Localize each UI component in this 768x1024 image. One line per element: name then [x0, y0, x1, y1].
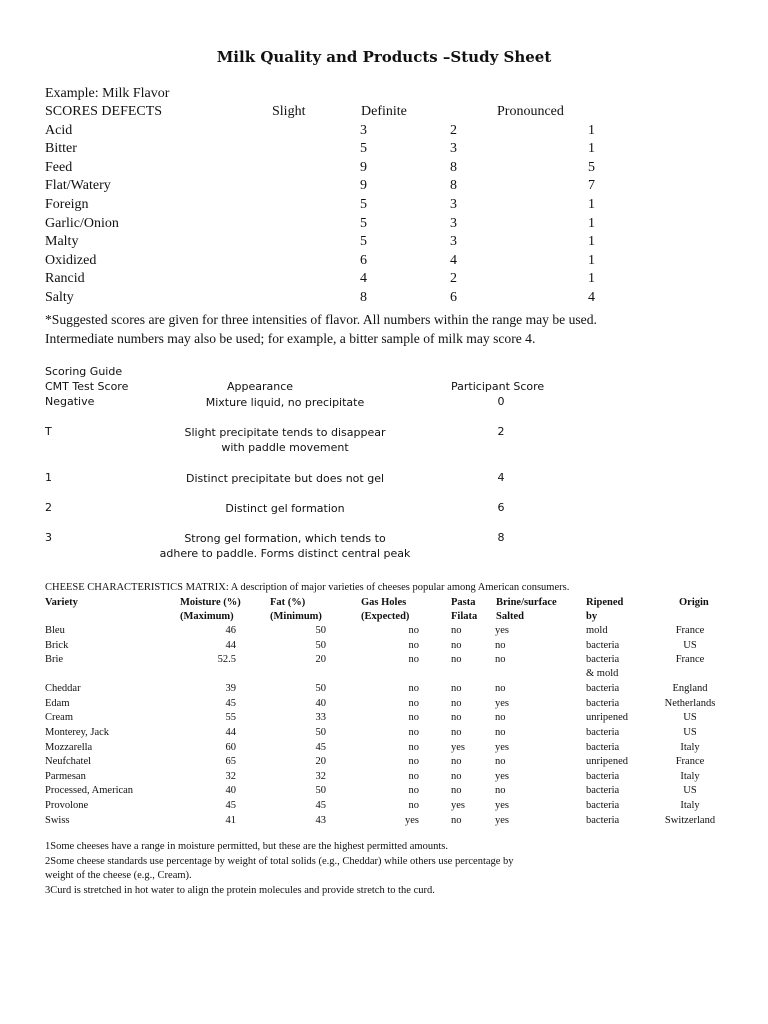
flavor-score-definite: 2	[450, 122, 457, 138]
cheese-ripened-by	[586, 697, 619, 711]
flavor-score-definite: 4	[450, 252, 457, 268]
cheese-fat: 20	[315, 756, 326, 768]
cheese-gas-holes: no	[408, 712, 419, 724]
flavor-defect-name: Oxidized	[45, 252, 97, 268]
cheese-variety: Provolone	[45, 799, 89, 811]
flavor-section	[45, 84, 645, 348]
flavor-score-pronounced: 1	[588, 271, 595, 287]
cheese-brine-salted: no	[495, 639, 506, 651]
cheese-row	[45, 624, 735, 639]
flavor-defect-name: Acid	[45, 122, 73, 138]
cheese-gas-holes: no	[408, 741, 419, 753]
cheese-fat: 43	[315, 814, 326, 826]
cheese-variety: Edam	[45, 697, 70, 709]
flavor-defect-name: Flat/Watery	[45, 178, 111, 194]
flavor-row	[45, 233, 645, 252]
cheese-pasta-filata: yes	[451, 741, 465, 753]
cheese-brine-salted: no	[495, 712, 506, 724]
flavor-defect-name: Malty	[45, 234, 79, 250]
flavor-defect-name: Foreign	[45, 196, 89, 212]
cmt-appearance	[155, 531, 415, 561]
cheese-variety: Brie	[45, 654, 64, 666]
cmt-score: Negative	[45, 395, 95, 408]
cheese-ripened-line: bacteria	[586, 741, 620, 753]
cheese-ripened-line: bacteria	[586, 770, 620, 782]
cheese-fat: 33	[315, 712, 326, 724]
flavor-score-slight: 4	[360, 271, 367, 287]
cheese-gas-holes: no	[408, 654, 419, 666]
cheese-moisture: 60	[225, 741, 236, 753]
flavor-score-definite: 3	[450, 196, 457, 212]
header-fat-sub: (Minimum)	[270, 611, 322, 622]
cheese-pasta-filata: no	[451, 639, 462, 651]
cheese-variety: Neufchatel	[45, 756, 92, 768]
cheese-origin: US	[683, 785, 697, 797]
flavor-score-slight: 3	[360, 122, 367, 138]
flavor-score-slight: 9	[360, 178, 367, 194]
cmt-header-row	[45, 379, 725, 395]
cheese-brine-salted: no	[495, 756, 506, 768]
flavor-defect-name: Feed	[45, 159, 73, 175]
cheese-ripened-line: bacteria	[586, 683, 620, 695]
cheese-gas-holes: no	[408, 625, 419, 636]
cheese-ripened-by	[586, 726, 619, 740]
footnote: 2Some cheese standards use percentage by weight of total solids (e.g., Cheddar) while others use percentage by	[45, 855, 514, 867]
cheese-pasta-filata: no	[451, 625, 462, 636]
header-slight: Slight	[272, 104, 306, 119]
cheese-moisture: 46	[225, 625, 236, 636]
cheese-pasta-filata: no	[451, 814, 462, 826]
cheese-gas-holes: no	[408, 639, 419, 651]
cheese-ripened-by	[586, 784, 619, 798]
cheese-ripened-line: bacteria	[586, 814, 620, 826]
cheese-brine-salted: yes	[495, 814, 509, 826]
cheese-fat: 20	[315, 654, 326, 666]
cheese-ripened-line: bacteria	[586, 726, 620, 738]
cheese-variety: Cream	[45, 712, 73, 724]
cheese-moisture: 65	[225, 756, 236, 768]
flavor-score-slight: 5	[360, 234, 367, 250]
cmt-participant-score: 4	[497, 471, 505, 484]
cmt-appearance-line: adhere to paddle. Forms distinct central peak	[159, 547, 411, 560]
cmt-appearance	[155, 501, 415, 516]
cheese-moisture: 52.5	[217, 654, 236, 666]
cheese-pasta-filata: no	[451, 654, 462, 666]
cheese-brine-salted: yes	[495, 770, 509, 782]
flavor-score-pronounced: 5	[588, 159, 595, 175]
cmt-score: T	[45, 425, 52, 438]
flavor-note-line: *Suggested scores are given for three intensities of flavor. All numbers within the range may be used.	[45, 311, 597, 327]
flavor-score-slight: 5	[360, 141, 367, 157]
cheese-ripened-by	[586, 653, 619, 681]
cheese-pasta-filata: no	[451, 770, 462, 782]
cheese-ripened-by	[586, 711, 628, 725]
flavor-row	[45, 159, 645, 178]
cheese-fat: 32	[315, 770, 326, 782]
header-participant-score: Participant Score	[451, 380, 545, 393]
cheese-brine-salted: yes	[495, 697, 509, 709]
cheese-row	[45, 653, 735, 682]
flavor-defect-name: Salty	[45, 289, 74, 305]
cheese-ripened-line: bacteria	[586, 799, 620, 811]
cheese-pasta-filata: no	[451, 697, 462, 709]
cmt-participant-score: 6	[497, 501, 505, 514]
flavor-score-definite: 3	[450, 215, 457, 231]
cheese-moisture: 40	[225, 785, 236, 797]
cheese-pasta-filata: no	[451, 785, 462, 797]
footnote: weight of the cheese (e.g., Cream).	[45, 870, 192, 882]
header-gas-sub: (Expected)	[361, 611, 410, 622]
flavor-score-slight: 5	[360, 196, 367, 212]
cheese-moisture: 45	[225, 799, 236, 811]
cheese-ripened-by	[586, 741, 619, 755]
cheese-row	[45, 799, 735, 814]
cheese-variety: Cheddar	[45, 683, 81, 695]
cheese-gas-holes: no	[408, 770, 419, 782]
cheese-brine-salted: yes	[495, 799, 509, 811]
cheese-variety: Monterey, Jack	[45, 726, 110, 738]
cheese-ripened-line: unripened	[586, 712, 628, 724]
header-ripened	[586, 596, 623, 624]
cmt-appearance-line: Distinct precipitate but does not gel	[185, 472, 385, 485]
cheese-ripened-by	[586, 639, 619, 653]
cheese-variety: Processed, American	[45, 785, 134, 797]
cheese-fat: 50	[315, 639, 326, 651]
cheese-moisture: 44	[225, 639, 236, 651]
cmt-participant-score: 2	[497, 425, 505, 438]
flavor-row	[45, 270, 645, 289]
cheese-row	[45, 639, 735, 654]
header-ripened-line: Ripened	[586, 597, 624, 608]
cheese-variety: Mozzarella	[45, 741, 93, 753]
cheese-variety: Brick	[45, 639, 69, 651]
flavor-row	[45, 215, 645, 234]
header-pronounced: Pronounced	[497, 104, 564, 119]
cheese-row	[45, 784, 735, 799]
cheese-brine-salted: no	[495, 654, 506, 666]
header-definite: Definite	[361, 104, 407, 119]
flavor-defect-name: Bitter	[45, 141, 77, 157]
flavor-note	[45, 310, 735, 348]
footnote: 1Some cheeses have a range in moisture permitted, but these are the highest permitted amounts.	[45, 841, 448, 852]
cmt-score: 2	[45, 501, 52, 514]
cheese-moisture: 44	[225, 726, 236, 738]
cheese-ripened-line: bacteria	[586, 639, 620, 651]
cmt-score: 3	[45, 531, 52, 544]
cheese-gas-holes: no	[408, 799, 419, 811]
cmt-participant-score: 0	[497, 395, 505, 408]
flavor-score-pronounced: 4	[588, 289, 595, 305]
cheese-brine-salted: yes	[495, 741, 509, 753]
cheese-origin: Italy	[680, 770, 700, 782]
header-moisture	[180, 596, 241, 624]
header-pasta-filata	[451, 596, 477, 624]
cmt-title: Scoring Guide	[45, 365, 123, 378]
cheese-brine-salted: yes	[495, 625, 509, 636]
header-pasta-sub: Filata	[451, 611, 478, 622]
cheese-ripened-by	[586, 682, 619, 696]
cheese-fat: 40	[315, 697, 326, 709]
cheese-origin: France	[675, 625, 705, 636]
cheese-variety: Parmesan	[45, 770, 86, 782]
cheese-ripened-line: unripened	[586, 756, 628, 768]
cheese-fat: 50	[315, 726, 326, 738]
cheese-gas-holes: yes	[405, 814, 419, 826]
cheese-fat: 50	[315, 785, 326, 797]
cheese-ripened-by	[586, 755, 628, 769]
cmt-scoring-guide	[45, 364, 725, 560]
flavor-score-definite: 8	[450, 178, 457, 194]
cmt-appearance-line: Distinct gel formation	[225, 502, 345, 515]
cheese-moisture: 41	[225, 814, 236, 826]
cheese-variety: Swiss	[45, 814, 70, 826]
header-moisture-line: Moisture (%)	[180, 597, 241, 608]
page-title: Milk Quality and Products –Study Sheet	[216, 48, 552, 66]
cheese-table	[45, 596, 735, 828]
cheese-ripened-line: bacteria	[586, 785, 620, 797]
flavor-score-pronounced: 1	[588, 196, 595, 212]
cmt-appearance-line: Mixture liquid, no precipitate	[205, 396, 365, 409]
cmt-appearance-line: Strong gel formation, which tends to	[184, 532, 386, 545]
flavor-defect-name: Garlic/Onion	[45, 215, 119, 231]
header-fat	[270, 596, 322, 624]
flavor-row	[45, 140, 645, 159]
cheese-row	[45, 814, 735, 829]
cheese-variety: Bleu	[45, 625, 65, 636]
cheese-header-row	[45, 596, 735, 624]
cheese-ripened-line: mold	[586, 625, 608, 636]
header-appearance: Appearance	[227, 380, 294, 393]
cheese-origin: US	[683, 639, 697, 651]
flavor-score-slight: 6	[360, 252, 367, 268]
cheese-moisture: 45	[225, 697, 236, 709]
flavor-score-pronounced: 1	[588, 141, 595, 157]
header-cmt-score: CMT Test Score	[45, 380, 129, 393]
cheese-ripened-by	[586, 814, 619, 828]
cheese-gas-holes: no	[408, 756, 419, 768]
cheese-ripened-line: & mold	[586, 668, 619, 680]
cheese-gas-holes: no	[408, 697, 419, 709]
example-label: Example: Milk Flavor	[45, 86, 170, 101]
cheese-caption: CHEESE CHARACTERISTICS MATRIX: A description of major varieties of cheeses popular among American consumers.	[45, 582, 570, 593]
cheese-pasta-filata: no	[451, 683, 462, 695]
header-ripened-sub: by	[586, 611, 598, 622]
cheese-ripened-by	[586, 624, 608, 638]
footnotes	[45, 840, 645, 898]
flavor-score-definite: 8	[450, 159, 457, 175]
cmt-participant-score: 8	[497, 531, 505, 544]
cmt-appearance	[155, 395, 415, 410]
header-origin: Origin	[679, 597, 709, 608]
cheese-brine-salted: no	[495, 785, 506, 797]
flavor-score-pronounced: 1	[588, 215, 595, 231]
flavor-score-pronounced: 1	[588, 234, 595, 250]
header-gas-line: Gas Holes	[361, 597, 407, 608]
cmt-appearance	[155, 425, 415, 455]
flavor-score-slight: 5	[360, 215, 367, 231]
cheese-fat: 50	[315, 625, 326, 636]
header-brine-line: Brine/surface	[496, 597, 557, 608]
flavor-score-pronounced: 1	[588, 252, 595, 268]
cheese-row	[45, 741, 735, 756]
cheese-origin: France	[675, 756, 705, 768]
cheese-ripened-by	[586, 770, 619, 784]
cheese-brine-salted: no	[495, 726, 506, 738]
flavor-row	[45, 196, 645, 215]
cheese-row	[45, 697, 735, 712]
flavor-row	[45, 252, 645, 271]
cheese-brine-salted: no	[495, 683, 506, 695]
cmt-appearance	[155, 471, 415, 486]
cheese-origin: England	[672, 683, 708, 695]
cheese-row	[45, 770, 735, 785]
footnote: 3Curd is stretched in hot water to align the protein molecules and provide stretch to the curd.	[45, 884, 435, 896]
cheese-origin: Switzerland	[664, 814, 716, 826]
cmt-score: 1	[45, 471, 52, 484]
header-gas-holes	[361, 596, 409, 624]
cheese-origin: Italy	[680, 799, 700, 811]
cheese-fat: 45	[315, 799, 326, 811]
header-pasta-line: Pasta	[451, 597, 476, 608]
cheese-ripened-line: bacteria	[586, 654, 620, 666]
cheese-moisture: 55	[225, 712, 236, 724]
cheese-row	[45, 726, 735, 741]
cheese-gas-holes: no	[408, 683, 419, 695]
cheese-pasta-filata: no	[451, 712, 462, 724]
flavor-score-definite: 3	[450, 141, 457, 157]
flavor-score-definite: 3	[450, 234, 457, 250]
cheese-pasta-filata: no	[451, 726, 462, 738]
cheese-origin: US	[683, 726, 697, 738]
cheese-origin: France	[675, 654, 705, 666]
header-fat-line: Fat (%)	[270, 597, 306, 608]
flavor-defect-name: Rancid	[45, 271, 85, 287]
header-brine-sub: Salted	[496, 611, 525, 622]
flavor-row	[45, 122, 645, 141]
header-brine	[496, 596, 557, 624]
header-variety: Variety	[45, 597, 78, 608]
cheese-ripened-by	[586, 799, 619, 813]
flavor-note-line: Intermediate numbers may also be used; for example, a bitter sample of milk may score 4.	[45, 330, 536, 346]
flavor-header-row	[45, 103, 645, 122]
flavor-score-definite: 2	[450, 271, 457, 287]
cheese-origin: Netherlands	[664, 697, 716, 709]
cheese-gas-holes: no	[408, 726, 419, 738]
cheese-moisture: 39	[225, 683, 236, 695]
cheese-row	[45, 755, 735, 770]
flavor-score-pronounced: 1	[588, 122, 595, 138]
flavor-score-pronounced: 7	[588, 178, 595, 194]
header-moisture-sub: (Maximum)	[180, 611, 234, 622]
cheese-gas-holes: no	[408, 785, 419, 797]
flavor-score-slight: 9	[360, 159, 367, 175]
cheese-origin: US	[683, 712, 697, 724]
cheese-ripened-line: bacteria	[586, 697, 620, 709]
cheese-row	[45, 682, 735, 697]
cheese-moisture: 32	[225, 770, 236, 782]
flavor-row	[45, 177, 645, 196]
cheese-pasta-filata: yes	[451, 799, 465, 811]
flavor-rows	[45, 122, 645, 308]
flavor-score-definite: 6	[450, 289, 457, 305]
cheese-fat: 45	[315, 741, 326, 753]
cheese-row	[45, 711, 735, 726]
cmt-appearance-line: with paddle movement	[221, 441, 349, 454]
cheese-origin: Italy	[680, 741, 700, 753]
flavor-row	[45, 289, 645, 308]
cheese-fat: 50	[315, 683, 326, 695]
header-defects: SCORES DEFECTS	[45, 104, 163, 119]
flavor-score-slight: 8	[360, 289, 367, 305]
cheese-rows	[45, 624, 735, 828]
cheese-pasta-filata: no	[451, 756, 462, 768]
cmt-appearance-line: Slight precipitate tends to disappear	[184, 426, 386, 439]
